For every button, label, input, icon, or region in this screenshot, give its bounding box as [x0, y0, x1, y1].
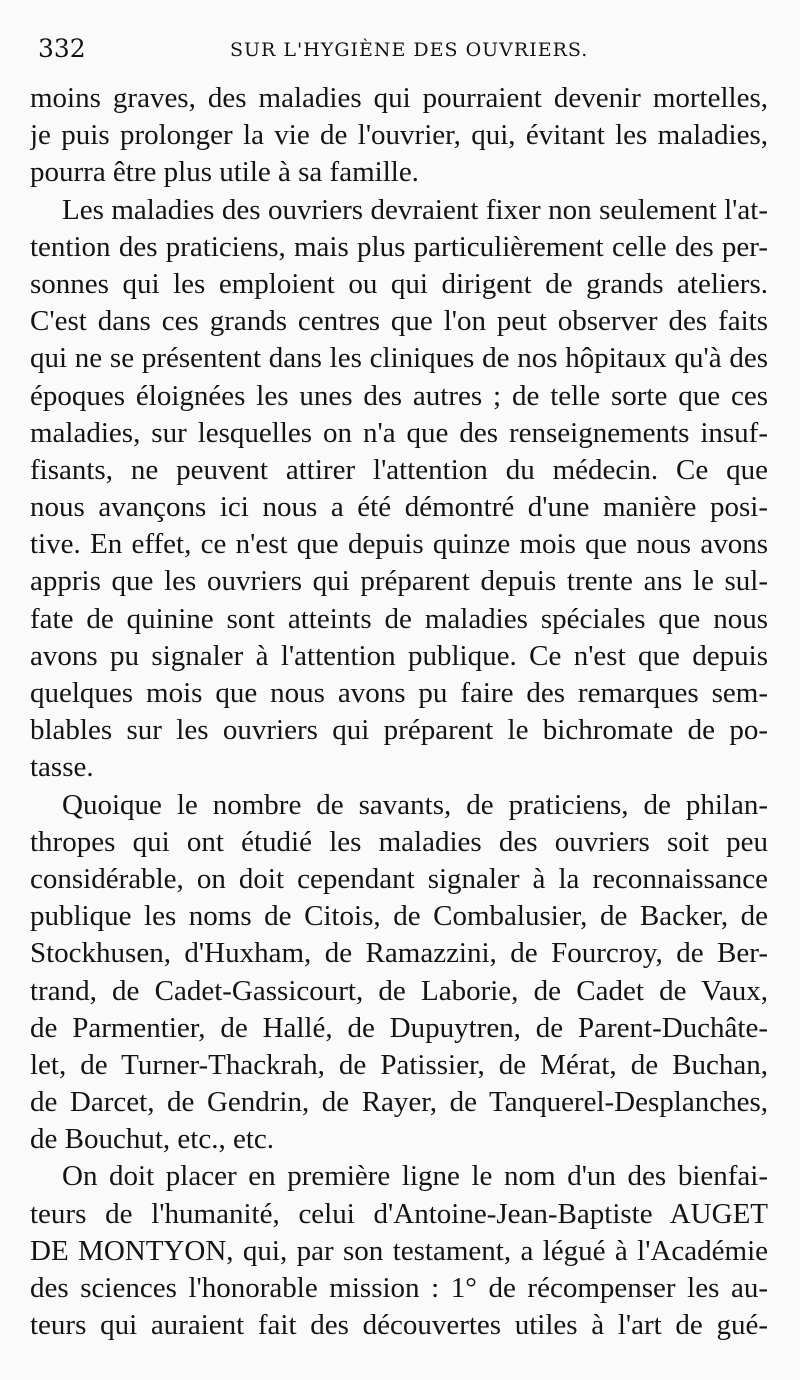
text-line: moins graves, des maladies qui pourraient devenir mortelles, — [30, 82, 768, 114]
text-line: des sciences l'honorable mission : 1° de récompenser les au- — [30, 1272, 768, 1304]
paragraph — [30, 787, 768, 1159]
text-line: quelques mois que nous avons pu faire des remarques sem- — [30, 677, 768, 709]
text-line: C'est dans ces grands centres que l'on peut observer des faits — [30, 305, 768, 338]
text-line: On doit placer en première ligne le nom d'un des bienfai- — [62, 1160, 768, 1193]
running-head — [38, 34, 778, 74]
text-line: tive. En effet, ce n'est que depuis quinze mois que nous avons — [30, 528, 768, 561]
text-line: teurs de l'humanité, celui d'Antoine-Jean-Baptiste AUGET — [30, 1197, 768, 1230]
text-line: fisants, ne peuvent attirer l'attention du médecin. Ce que — [30, 453, 768, 486]
paragraph — [30, 1158, 768, 1344]
text-line: sonnes qui les emploient ou qui dirigent de grands ateliers. — [30, 267, 768, 300]
text-line: let, de Turner-Thackrah, de Patissier, de Mérat, de Buchan, — [30, 1048, 768, 1081]
text-line: époques éloignées les unes des autres ; de telle sorte que ces — [30, 379, 768, 412]
paragraph — [30, 192, 768, 787]
text-line: maladies, sur lesquelles on n'a que des renseignements insuf- — [30, 416, 768, 449]
text-line: trand, de Cadet-Gassicourt, de Laborie, de Cadet de Vaux, — [30, 974, 768, 1007]
text-line: Les maladies des ouvriers devraient fixer non seulement l'at- — [62, 193, 768, 226]
text-line: tasse. — [30, 751, 94, 784]
text-line: nous avançons ici nous a été démontré d'une manière posi- — [30, 491, 768, 524]
text-line: thropes qui ont étudié les maladies des ouvriers soit peu — [30, 825, 768, 858]
text-line: avons pu signaler à l'attention publique. Ce n'est que depuis — [30, 639, 768, 672]
text-line: je puis prolonger la vie de l'ouvrier, qui, évitant les maladies, — [30, 119, 768, 152]
running-title: SUR L'HYGIÈNE DES OUVRIERS. — [230, 39, 589, 61]
text-line: de Bouchut, etc., etc. — [30, 1123, 274, 1156]
text-line: tention des praticiens, mais plus particulièrement celle des per- — [30, 230, 768, 263]
paragraph — [30, 80, 768, 192]
text-line: considérable, on doit cependant signaler à la reconnaissance — [30, 862, 768, 895]
body-text — [30, 80, 768, 1344]
text-line: blables sur les ouvriers qui préparent le bichromate de po- — [30, 714, 768, 747]
text-line: de Parmentier, de Hallé, de Dupuytren, de Parent-Duchâte- — [30, 1011, 768, 1044]
text-line: de Darcet, de Gendrin, de Rayer, de Tanquerel-Desplanches, — [30, 1086, 768, 1119]
text-line: fate de quinine sont atteints de maladies spéciales que nous — [30, 602, 768, 635]
text-line: publique les noms de Citois, de Combalusier, de Backer, de — [30, 900, 768, 933]
text-line: appris que les ouvriers qui préparent depuis trente ans le sul- — [30, 565, 768, 598]
text-line: DE MONTYON, qui, par son testament, a légué à l'Académie — [30, 1234, 768, 1267]
text-line: Stockhusen, d'Huxham, de Ramazzini, de Fourcroy, de Ber- — [30, 937, 768, 970]
text-line: teurs qui auraient fait des découvertes utiles à l'art de gué- — [30, 1309, 768, 1342]
text-line: pourra être plus utile à sa famille. — [30, 156, 419, 189]
text-line: Quoique le nombre de savants, de praticiens, de philan- — [62, 788, 768, 821]
text-line: qui ne se présentent dans les cliniques de nos hôpitaux qu'à des — [30, 342, 768, 375]
page-number: 332 — [38, 34, 86, 63]
